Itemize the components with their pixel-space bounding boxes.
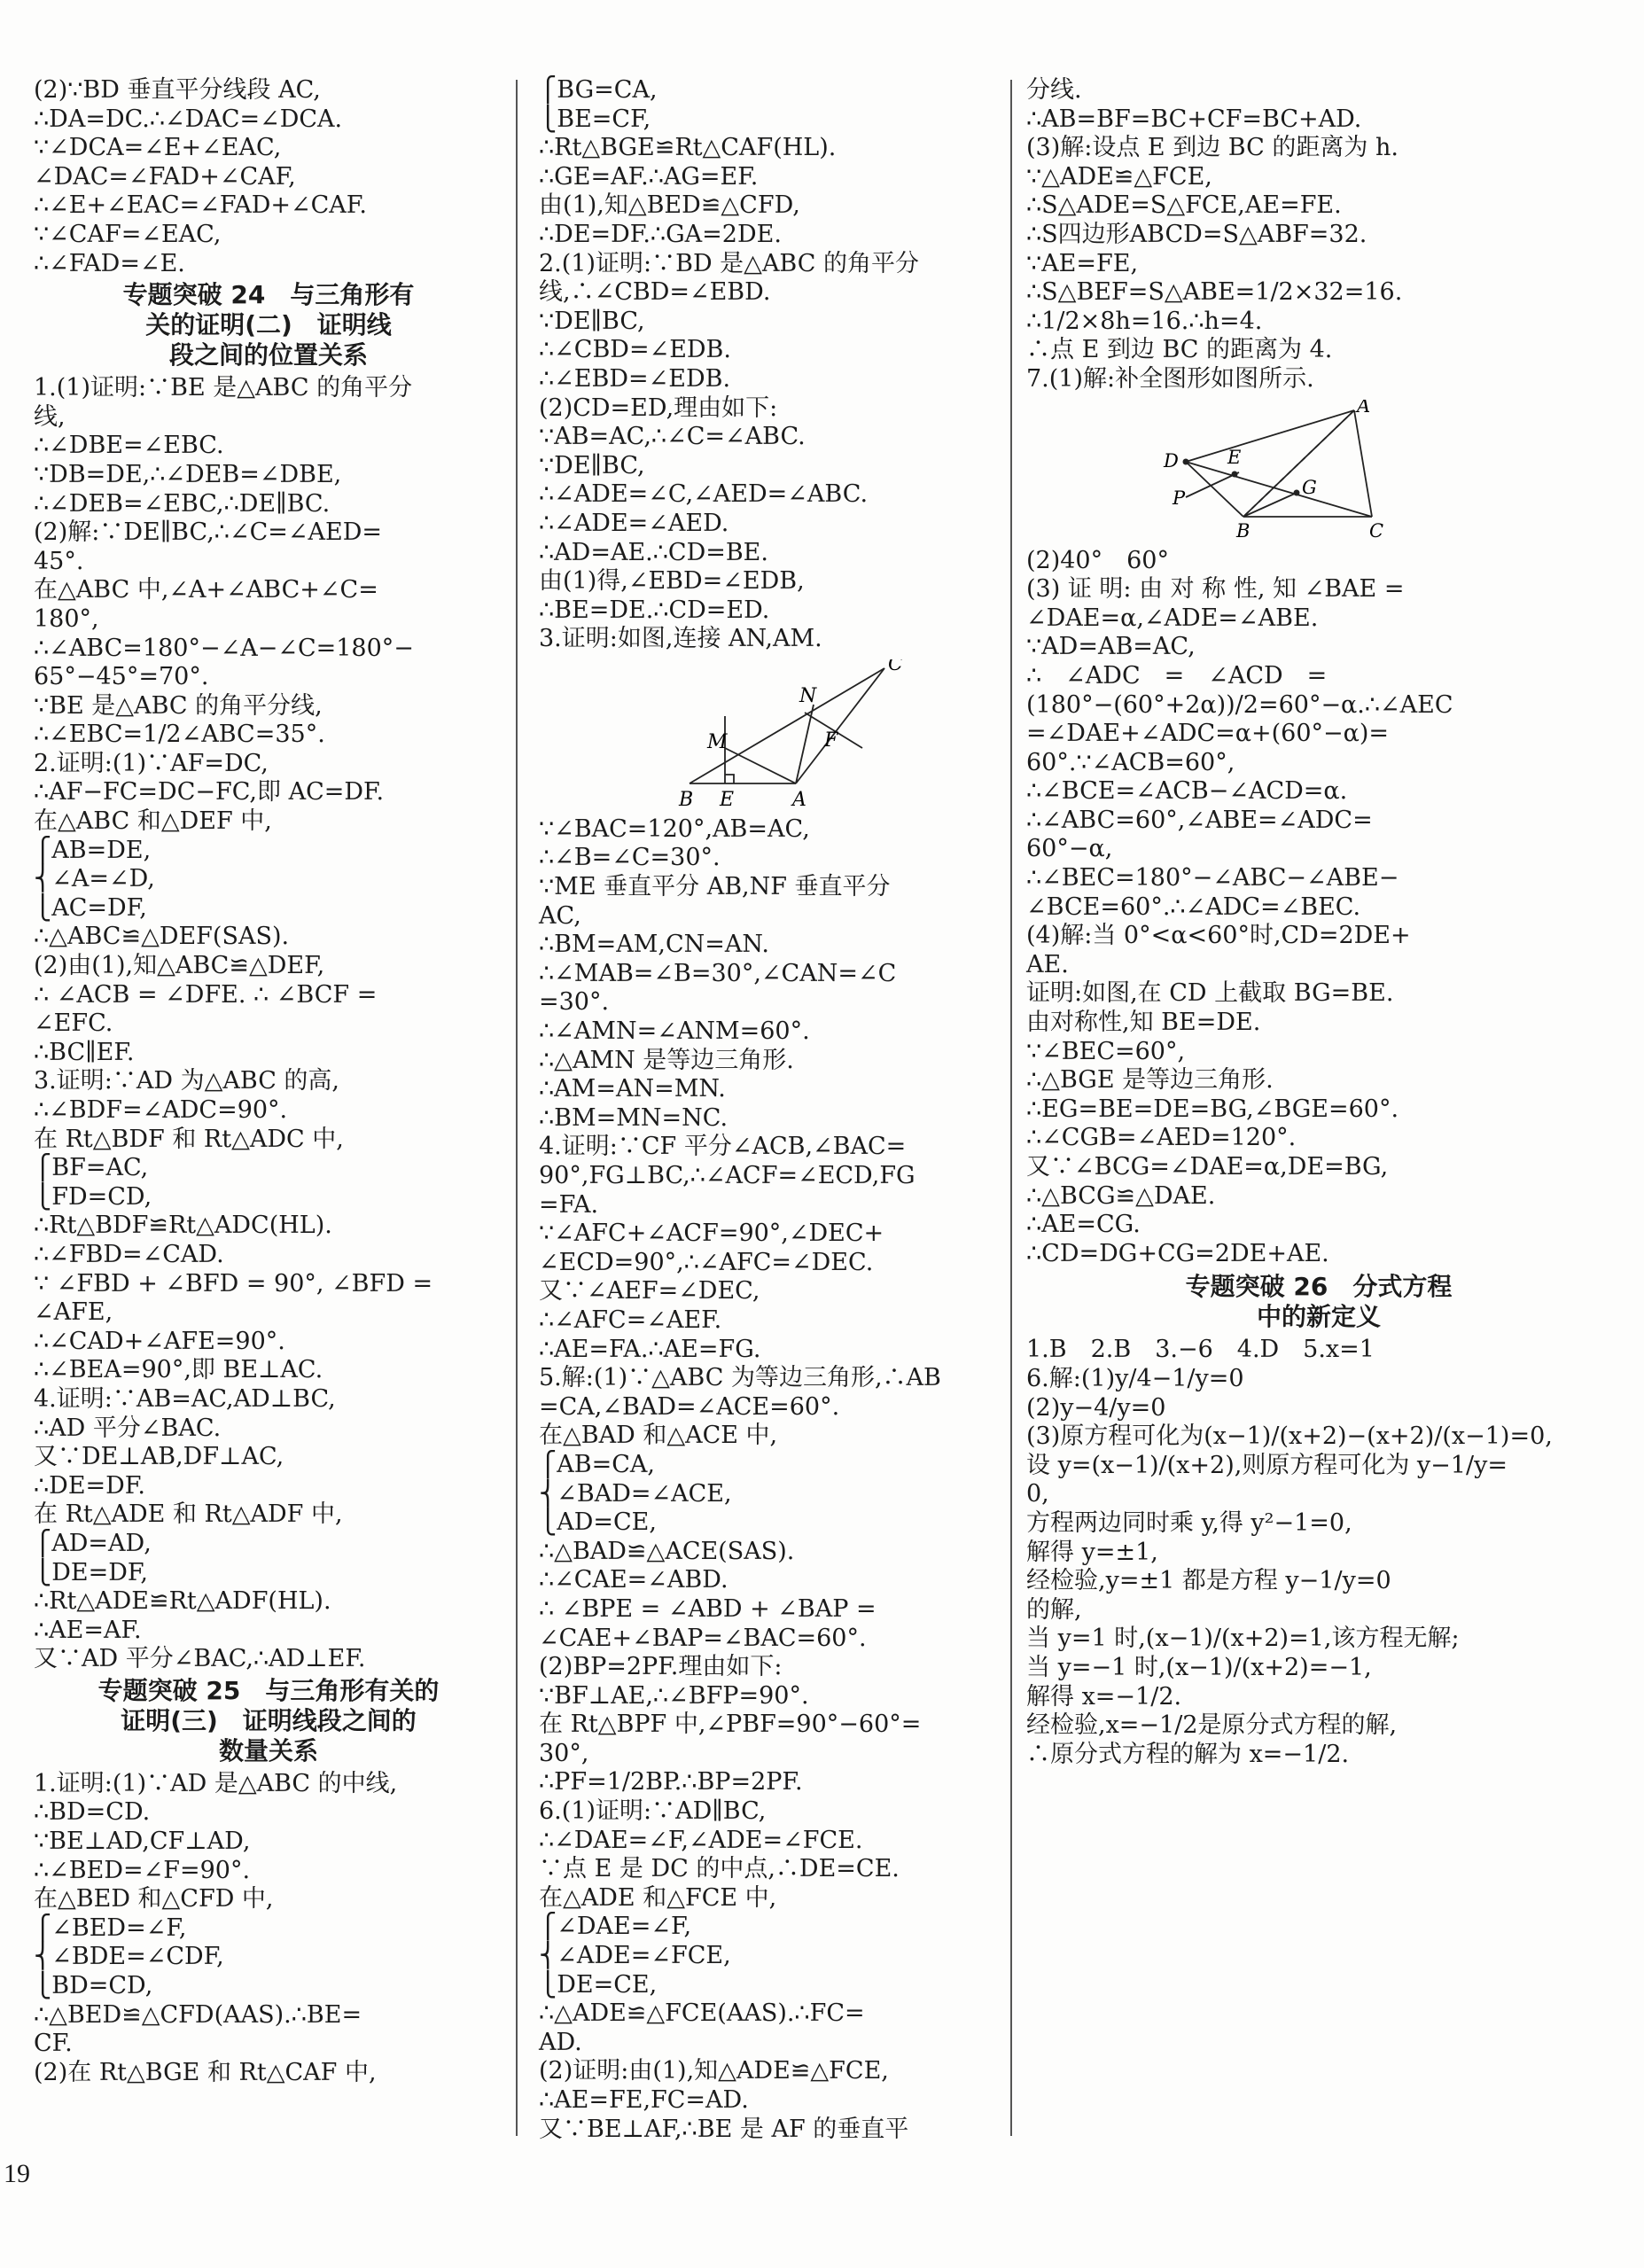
text-line: ⎩DE=CE, xyxy=(539,1970,658,1999)
text-line: AC, xyxy=(539,901,581,930)
text-line: =FA. xyxy=(539,1190,599,1219)
text-line: 经检验,y=±1 都是方程 y−1/y=0 xyxy=(1026,1567,1391,1595)
text-line: ∵ME 垂直平分 AB,NF 垂直平分 xyxy=(539,873,891,901)
text-line: 当 y=1 时,(x−1)/(x+2)=1,该方程无解; xyxy=(1026,1625,1460,1653)
text-line: 4.证明:∵AB=AC,AD⊥BC, xyxy=(34,1384,336,1413)
text-line: 60°−α, xyxy=(1026,835,1113,863)
text-line: ∴DE=DF.∴GA=2DE. xyxy=(539,220,782,248)
text-line: ∴AE=FE,FC=AD. xyxy=(539,2086,749,2114)
text-line: ∴△BED≌△CFD(AAS).∴BE= xyxy=(34,2000,362,2029)
triangle-diagram-mn xyxy=(672,659,938,810)
text-line: ∴∠CBD=∠EDB. xyxy=(539,336,731,364)
text-line: ∴AE=CG. xyxy=(1026,1211,1141,1239)
column-3 xyxy=(1026,76,1611,1769)
triangle-diagram-symmetry xyxy=(1155,400,1385,542)
text-line: ∵∠AFC+∠ACF=90°,∠DEC+ xyxy=(539,1220,884,1248)
text-line: ∵∠DCA=∠E+∠EAC, xyxy=(34,134,282,162)
text-line: 线, xyxy=(34,402,66,431)
text-line: ∴Rt△BDF≌Rt△ADC(HL). xyxy=(34,1212,332,1240)
text-line: ∴AE=AF. xyxy=(34,1616,142,1644)
text-line: 在△BED 和△CFD 中, xyxy=(34,1885,274,1913)
col3-block1 xyxy=(1026,76,1611,394)
text-line: ⎧AD=AD, xyxy=(34,1529,152,1557)
text-line: 在 Rt△BDF 和 Rt△ADC 中, xyxy=(34,1125,344,1153)
text-line: ∴∠E+∠EAC=∠FAD+∠CAF. xyxy=(34,191,367,220)
column-divider-left xyxy=(516,80,518,2136)
col1-block1 xyxy=(34,76,503,278)
text-line: ∴∠ADE=∠C,∠AED=∠ABC. xyxy=(539,480,869,509)
text-line: ∠BCE=60°.∴∠ADC=∠BEC. xyxy=(1026,892,1361,921)
text-line: ∴∠FAD=∠E. xyxy=(34,249,185,277)
text-line: ∴∠CAD+∠AFE=90°. xyxy=(34,1327,285,1355)
text-line: ∴∠BED=∠F=90°. xyxy=(34,1856,251,1884)
text-line: ∵∠BEC=60°, xyxy=(1026,1037,1186,1065)
text-line: ∵AD=AB=AC, xyxy=(1026,633,1196,661)
text-line: ∴∠BEA=90°,即 BE⊥AC. xyxy=(34,1356,323,1384)
text-line: (3)解:设点 E 到边 BC 的距离为 h. xyxy=(1026,134,1399,162)
text-line: ∵AB=AC,∴∠C=∠ABC. xyxy=(539,423,806,451)
text-line: ∴∠CGB=∠AED=120°. xyxy=(1026,1124,1297,1152)
text-line: 的解, xyxy=(1026,1595,1082,1624)
fig2-label-e: E xyxy=(1227,446,1242,468)
fig1-label-c: C xyxy=(888,659,903,675)
heading-line: 专题突破 25 与三角形有关的 xyxy=(97,1675,440,1705)
text-line: 6.解:(1)y/4−1/y=0 xyxy=(1026,1364,1244,1392)
text-line: ∴EG=BE=DE=BG,∠BGE=60°. xyxy=(1026,1095,1399,1123)
text-line: 45°. xyxy=(34,547,84,575)
text-line: ⎧∠DAE=∠F, xyxy=(539,1913,692,1941)
text-line: ∠EFC. xyxy=(34,1009,113,1038)
text-line: ∴S△BEF=S△ABE=1/2×32=16. xyxy=(1026,278,1403,307)
fig1-label-b: B xyxy=(679,788,694,810)
text-line: ⎨∠ADE=∠FCE, xyxy=(539,1942,731,1970)
text-line: 由对称性,知 BE=DE. xyxy=(1026,1009,1261,1037)
text-line: (4)解:当 0°<α<60°时,CD=2DE+ xyxy=(1026,922,1411,950)
text-line: ∴点 E 到边 BC 的距离为 4. xyxy=(1026,336,1333,364)
text-line: ⎧BF=AC, xyxy=(34,1154,149,1182)
text-line: ∴BM=MN=NC. xyxy=(539,1103,729,1132)
text-line: =30°. xyxy=(539,988,610,1017)
text-line: ∴∠DBE=∠EBC. xyxy=(34,432,224,460)
fig1-label-e: E xyxy=(720,788,735,810)
heading-line: 数量关系 xyxy=(218,1735,318,1765)
col2-block2 xyxy=(539,815,1001,2144)
text-line: 分线. xyxy=(1026,76,1082,104)
text-line: ∴∠EBC=1/2∠ABC=35°. xyxy=(34,721,325,749)
text-line: ∵DE∥BC, xyxy=(539,307,645,335)
text-line: ∴∠BEC=180°−∠ABC−∠ABE− xyxy=(1026,864,1399,892)
text-line: ⎧∠BED=∠F, xyxy=(34,1913,187,1942)
text-line: ∠AFE, xyxy=(34,1298,113,1327)
text-line: ∵BE 是△ABC 的角平分线, xyxy=(34,691,323,720)
text-line: ∴∠B=∠C=30°. xyxy=(539,844,721,872)
heading-line: 专题突破 26 分式方程 xyxy=(1185,1272,1453,1302)
text-line: ∴△ADE≌△FCE(AAS).∴FC= xyxy=(539,1999,865,2028)
text-line: (2)由(1),知△ABC≌△DEF, xyxy=(34,952,325,980)
text-line: 5.解:(1)∵△ABC 为等边三角形,∴AB xyxy=(539,1364,941,1392)
heading-25 xyxy=(34,1676,503,1766)
text-line: 由(1)得,∠EBD=∠EDB, xyxy=(539,567,805,596)
text-line: ⎩DE=DF, xyxy=(34,1558,148,1586)
text-line: ⎩BD=CD, xyxy=(34,1972,153,2000)
text-line: 又∵BE⊥AF,∴BE 是 AF 的垂直平 xyxy=(539,2115,909,2143)
column-1 xyxy=(34,76,503,2087)
fig2-label-b: B xyxy=(1236,519,1251,542)
text-line: ∴DA=DC.∴∠DAC=∠DCA. xyxy=(34,105,343,133)
text-line: 解得 x=−1/2. xyxy=(1026,1682,1182,1711)
column-divider-right xyxy=(1010,80,1012,2136)
text-line: AD. xyxy=(539,2028,582,2056)
text-line: ∵△ADE≌△FCE, xyxy=(1026,162,1212,191)
text-line: 0, xyxy=(1026,1480,1049,1508)
text-line: ⎨∠BAD=∠ACE, xyxy=(539,1479,732,1508)
text-line: ∴AE=FA.∴AE=FG. xyxy=(539,1335,761,1363)
text-line: 线,∴∠CBD=∠EBD. xyxy=(539,278,771,307)
text-line: 6.(1)证明:∵AD∥BC, xyxy=(539,1797,767,1826)
heading-line: 关的证明(二) 证明线 xyxy=(145,310,392,340)
fig2-label-c: C xyxy=(1369,519,1384,542)
text-line: ∴△BAD≌△ACE(SAS). xyxy=(539,1537,795,1565)
col3-block2 xyxy=(1026,547,1611,1269)
text-line: ∴∠ADE=∠AED. xyxy=(539,509,729,537)
text-line: 在 Rt△BPF 中,∠PBF=90°−60°= xyxy=(539,1711,922,1739)
text-line: ∴Rt△ADE≌Rt△ADF(HL). xyxy=(34,1587,331,1616)
text-line: (180°−(60°+2α))/2=60°−α.∴∠AEC xyxy=(1026,690,1453,719)
text-line: (2)∵BD 垂直平分线段 AC, xyxy=(34,76,321,104)
text-line: ∴1/2×8h=16.∴h=4. xyxy=(1026,307,1263,335)
text-line: ∴BC∥EF. xyxy=(34,1038,135,1066)
text-line: ∠CAE+∠BAP=∠BAC=60°. xyxy=(539,1624,867,1652)
text-line: 2.(1)证明:∵BD 是△ABC 的角平分 xyxy=(539,249,920,277)
text-line: ∴∠BDF=∠ADC=90°. xyxy=(34,1096,288,1124)
text-line: ∵BF⊥AE,∴∠BFP=90°. xyxy=(539,1681,809,1710)
fig1-label-m: M xyxy=(707,730,728,753)
text-line: ∵∠CAF=∠EAC, xyxy=(34,220,222,248)
text-line: ∴△ABC≌△DEF(SAS). xyxy=(34,923,290,951)
col1-block2 xyxy=(34,374,503,1674)
text-line: AE. xyxy=(1026,950,1069,978)
text-line: 又∵DE⊥AB,DF⊥AC, xyxy=(34,1443,284,1471)
text-line: (2)在 Rt△BGE 和 Rt△CAF 中, xyxy=(34,2058,377,2086)
text-line: (2)CD=ED,理由如下: xyxy=(539,394,778,422)
text-line: 90°,FG⊥BC,∴∠ACF=∠ECD,FG xyxy=(539,1162,915,1189)
text-line: ∴S△ADE=S△FCE,AE=FE. xyxy=(1026,191,1342,220)
heading-26 xyxy=(1026,1272,1611,1332)
text-line: 1.(1)证明:∵BE 是△ABC 的角平分 xyxy=(34,374,413,402)
text-line: ∴∠BCE=∠ACB−∠ACD=α. xyxy=(1026,777,1348,806)
text-line: ∠DAE=α,∠ADE=∠ABE. xyxy=(1026,604,1319,632)
text-line: 7.(1)解:补全图形如图所示. xyxy=(1026,364,1314,393)
text-line: 3.证明:如图,连接 AN,AM. xyxy=(539,625,822,653)
col3-block3 xyxy=(1026,1336,1611,1769)
text-line: 1.B 2.B 3.−6 4.D 5.x=1 xyxy=(1026,1336,1375,1364)
text-line: (2)40° 60° xyxy=(1026,546,1169,574)
page-number: 19 xyxy=(4,2159,30,2188)
text-line: ⎨∠BDE=∠CDF, xyxy=(34,1943,224,1971)
fig2-label-p: P xyxy=(1173,487,1186,509)
text-line: ∴ ∠ADC = ∠ACD = xyxy=(1026,661,1328,690)
text-line: 由(1),知△BED≌△CFD, xyxy=(539,191,800,220)
text-line: ⎧BG=CA, xyxy=(539,76,658,104)
fig1-label-n: N xyxy=(799,684,817,707)
text-line: ∴∠DAE=∠F,∠ADE=∠FCE. xyxy=(539,1826,863,1854)
text-line: 60°.∵∠ACB=60°, xyxy=(1026,748,1235,776)
text-line: ∵BE⊥AD,CF⊥AD, xyxy=(34,1828,251,1856)
text-line: ∴ ∠ACB = ∠DFE. ∴ ∠BCF = xyxy=(34,980,378,1009)
text-line: ∴原分式方程的解为 x=−1/2. xyxy=(1026,1740,1350,1768)
heading-line: 证明(三) 证明线段之间的 xyxy=(121,1705,417,1735)
text-line: ∴∠ABC=60°,∠ABE=∠ADC= xyxy=(1026,806,1373,834)
text-line: ∵AE=FE, xyxy=(1026,249,1139,277)
text-line: ∴GE=AF.∴AG=EF. xyxy=(539,162,759,191)
text-line: =CA,∠BAD=∠ACE=60°. xyxy=(539,1392,840,1421)
text-line: 又∵∠AEF=∠DEC, xyxy=(539,1277,760,1305)
text-line: CF. xyxy=(34,2030,73,2058)
text-line: 解得 y=±1, xyxy=(1026,1538,1158,1566)
text-line: 方程两边同时乘 y,得 y²−1=0, xyxy=(1026,1508,1352,1537)
text-line: ⎩AD=CE, xyxy=(539,1508,657,1537)
text-line: 证明:如图,在 CD 上截取 BG=BE. xyxy=(1026,979,1394,1008)
text-line: ⎧AB=DE, xyxy=(34,836,152,864)
text-line: 又∵∠BCG=∠DAE=α,DE=BG, xyxy=(1026,1153,1389,1181)
text-line: (2)BP=2PF.理由如下: xyxy=(539,1653,783,1681)
text-line: 当 y=−1 时,(x−1)/(x+2)=−1, xyxy=(1026,1653,1372,1681)
text-line: ∴∠EBD=∠EDB. xyxy=(539,364,731,393)
text-line: ∴∠FBD=∠CAD. xyxy=(34,1240,224,1268)
heading-line: 中的新定义 xyxy=(1256,1302,1381,1332)
text-line: (2)解:∵DE∥BC,∴∠C=∠AED= xyxy=(34,518,382,547)
text-line: ∴∠AMN=∠ANM=60°. xyxy=(539,1017,810,1046)
text-line: ∴BD=CD. xyxy=(34,1798,151,1827)
triangle-figure-1 xyxy=(539,659,1001,810)
text-line: 经检验,x=−1/2是原分式方程的解, xyxy=(1026,1711,1398,1740)
text-line: ∠DAC=∠FAD+∠CAF, xyxy=(34,162,296,191)
text-line: ∴AD=AE.∴CD=BE. xyxy=(539,538,768,566)
fig1-label-a: A xyxy=(792,788,806,810)
text-line: ∵ ∠FBD + ∠BFD = 90°, ∠BFD = xyxy=(34,1269,433,1298)
text-line: ⎧AB=CA, xyxy=(539,1450,655,1478)
text-line: ∴CD=DG+CG=2DE+AE. xyxy=(1026,1239,1329,1267)
heading-line: 段之间的位置关系 xyxy=(168,340,368,370)
text-line: (3)原方程可化为(x−1)/(x+2)−(x+2)/(x−1)=0, xyxy=(1026,1422,1553,1451)
text-line: 设 y=(x−1)/(x+2),则原方程可化为 y−1/y= xyxy=(1026,1451,1508,1479)
fig2-label-d: D xyxy=(1164,449,1179,472)
text-line: 1.证明:(1)∵AD 是△ABC 的中线, xyxy=(34,1769,398,1797)
text-line: ⎩FD=CD, xyxy=(34,1182,152,1211)
text-line: ∴AB=BF=BC+CF=BC+AD. xyxy=(1026,105,1362,133)
text-line: ∴AF−FC=DC−FC,即 AC=DF. xyxy=(34,778,385,807)
text-line: (2)y−4/y=0 xyxy=(1026,1393,1166,1422)
text-line: 3.证明:∵AD 为△ABC 的高, xyxy=(34,1067,340,1095)
text-line: ∵DB=DE,∴∠DEB=∠DBE, xyxy=(34,460,342,488)
text-line: =∠DAE+∠ADC=α+(60°−α)= xyxy=(1026,720,1390,748)
text-line: ⎩AC=DF, xyxy=(34,893,147,922)
text-line: ∴DE=DF. xyxy=(34,1471,145,1500)
column-2 xyxy=(539,76,1001,2144)
text-line: 在△ADE 和△FCE 中, xyxy=(539,1883,777,1912)
text-line: 又∵AD 平分∠BAC,∴AD⊥EF. xyxy=(34,1645,366,1673)
text-line: ∴∠CAE=∠ABD. xyxy=(539,1566,729,1594)
text-line: (2)证明:由(1),知△ADE≌△FCE, xyxy=(539,2057,889,2085)
text-line: ∠ECD=90°,∴∠AFC=∠DEC. xyxy=(539,1248,874,1276)
text-line: ∴∠AFC=∠AEF. xyxy=(539,1305,722,1334)
text-line: ∴∠ABC=180°−∠A−∠C=180°− xyxy=(34,634,414,662)
text-line: 180°, xyxy=(34,604,99,633)
text-line: 在△BAD 和△ACE 中, xyxy=(539,1422,778,1450)
fig1-label-f: F xyxy=(824,729,838,752)
text-line: ∵点 E 是 DC 的中点,∴DE=CE. xyxy=(539,1855,900,1883)
text-line: 65°−45°=70°. xyxy=(34,663,209,691)
text-line: (3) 证 明: 由 对 称 性, 知 ∠BAE = xyxy=(1026,575,1405,604)
text-line: ∴ ∠BPE = ∠ABD + ∠BAP = xyxy=(539,1594,877,1623)
heading-line: 专题突破 24 与三角形有 xyxy=(122,280,415,310)
heading-24 xyxy=(34,280,503,370)
text-line: ∴S四边形ABCD=S△ABF=32. xyxy=(1026,220,1367,248)
fig2-label-g: G xyxy=(1302,476,1317,498)
text-line: ∴BE=DE.∴CD=ED. xyxy=(539,596,770,624)
text-line: ∴△BCG≌△DAE. xyxy=(1026,1181,1216,1210)
fig2-label-a: A xyxy=(1357,399,1371,417)
text-line: ⎩BE=CF, xyxy=(539,105,651,133)
text-line: ∴AD 平分∠BAC. xyxy=(34,1414,222,1442)
text-line: 在 Rt△ADE 和 Rt△ADF 中, xyxy=(34,1500,343,1529)
text-line: 在△ABC 和△DEF 中, xyxy=(34,807,272,836)
text-line: ∵∠BAC=120°,AB=AC, xyxy=(539,814,810,843)
text-line: 在△ABC 中,∠A+∠ABC+∠C= xyxy=(34,576,378,604)
text-line: ∴△AMN 是等边三角形. xyxy=(539,1046,794,1074)
triangle-figure-2 xyxy=(1026,400,1611,542)
text-line: ∵DE∥BC, xyxy=(539,451,645,479)
text-line: ∴∠DEB=∠EBC,∴DE∥BC. xyxy=(34,489,331,518)
text-line: ⎨∠A=∠D, xyxy=(34,865,155,893)
text-line: ∴PF=1/2BP.∴BP=2PF. xyxy=(539,1768,803,1796)
text-line: 30°, xyxy=(539,1739,589,1767)
text-line: 4.证明:∵CF 平分∠ACB,∠BAC= xyxy=(539,1133,907,1161)
text-line: ∴∠MAB=∠B=30°,∠CAN=∠C xyxy=(539,959,897,987)
col1-block3 xyxy=(34,1770,503,2088)
text-line: 2.证明:(1)∵AF=DC, xyxy=(34,749,269,777)
text-line: ∴Rt△BGE≌Rt△CAF(HL). xyxy=(539,134,837,162)
col2-block1 xyxy=(539,76,1001,654)
text-line: ∴BM=AM,CN=AN. xyxy=(539,931,769,959)
text-line: ∴△BGE 是等边三角形. xyxy=(1026,1066,1274,1095)
text-line: ∴AM=AN=MN. xyxy=(539,1075,726,1103)
